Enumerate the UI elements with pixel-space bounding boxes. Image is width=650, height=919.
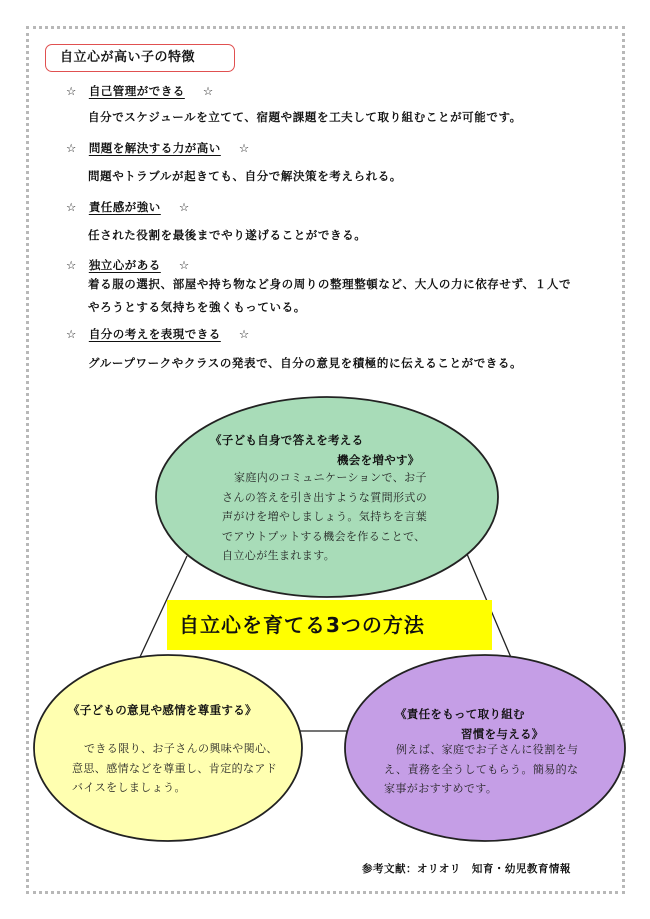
star-icon: ☆ xyxy=(202,84,214,98)
feature-description: 着る服の選択、部屋や持ち物など身の周りの整理整頓など、大人の力に依存せず、１人で やろうとする気持ちを強くもっている。 xyxy=(88,277,572,314)
feature-title: 独立心がある xyxy=(88,258,161,272)
feature-title: 自己管理ができる xyxy=(88,84,185,98)
star-icon: ☆ xyxy=(66,141,77,155)
star-icon: ☆ xyxy=(66,84,77,98)
method-title: 《子どもの意見や感情を尊重する》 xyxy=(68,703,257,717)
feature-title: 責任感が強い xyxy=(88,200,161,214)
method-description: 家庭内のコミュニケーションで、お子 さんの答えを引き出すような質問形式の 声がけを増やしましょう。気持ちを言葉 でアウトプットする機会を作ることで、 自立心が生まれます。 xyxy=(222,471,428,562)
method-title: 《子ども自身で答えを考える 機会を増やす》 xyxy=(210,433,420,467)
method-title: 《責任をもって取り組む 習慣を与える》 xyxy=(395,707,544,741)
feature-title: 自分の考えを表現できる xyxy=(88,327,221,341)
diagram-title: 自立心を育てる3つの方法 xyxy=(167,600,492,650)
star-icon: ☆ xyxy=(238,327,250,341)
reference-citation: 参考文献：オリオリ 知育・幼児教育情報 xyxy=(362,863,571,875)
section-title: 自立心が高い子の特徴 xyxy=(45,44,235,72)
feature-description: 任された役割を最後までやり遂げることができる。 xyxy=(88,228,367,242)
star-icon: ☆ xyxy=(66,200,77,214)
feature-description: 問題やトラブルが起きても、自分で解決策を考えられる。 xyxy=(88,169,402,183)
feature-title: 問題を解決する力が高い xyxy=(88,141,221,155)
method-description: 例えば、家庭でお子さんに役割を与 え、責務を全うしてもらう。簡易的な 家事がおすすめです。 xyxy=(384,743,579,795)
star-icon: ☆ xyxy=(178,258,190,272)
star-icon: ☆ xyxy=(66,258,77,272)
feature-description: グループワークやクラスの発表で、自分の意見を積極的に伝えることができる。 xyxy=(88,356,523,370)
method-description: できる限り、お子さんの興味や関心、 意思、感情などを尊重し、肯定的なアド バイスをしましょう。 xyxy=(72,742,278,794)
star-icon: ☆ xyxy=(178,200,190,214)
star-icon: ☆ xyxy=(66,327,77,341)
feature-description: 自分でスケジュールを立てて、宿題や課題を工夫して取り組むことが可能です。 xyxy=(88,110,522,124)
star-icon: ☆ xyxy=(238,141,250,155)
